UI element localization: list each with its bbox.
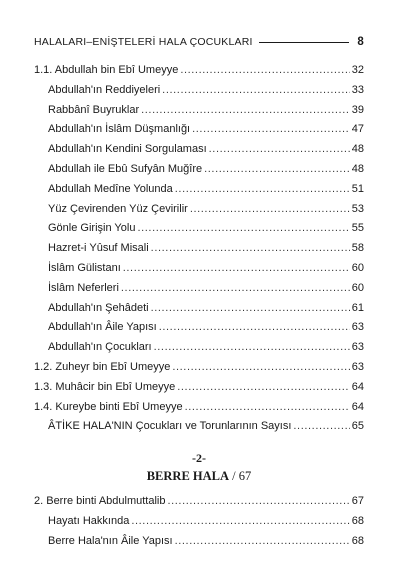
toc-entry-label: Abdullah Medîne Yolunda: [48, 182, 173, 195]
toc-entry: [34, 358, 364, 378]
toc-entry-label: Hayatı Hakkında: [48, 514, 130, 527]
toc-entry-label: Yüz Çevirenden Yüz Çevirilir: [48, 202, 188, 215]
toc-entry: [34, 378, 364, 398]
toc-entry: [34, 219, 364, 239]
toc-entry-page: 64: [351, 400, 364, 413]
toc-entry-page: 48: [351, 143, 364, 156]
dot-leader: [151, 299, 350, 319]
toc-entry-page: 68: [351, 534, 364, 547]
toc-entry-label: 1.1. Abdullah bin Ebî Umeyye: [34, 64, 179, 76]
dot-leader: [180, 61, 349, 81]
toc-entry: [34, 512, 364, 532]
running-header: [34, 34, 364, 50]
toc-entry: [34, 417, 364, 437]
dot-leader: [175, 532, 350, 552]
toc-entry: [34, 318, 364, 338]
toc-entry-page: 60: [351, 281, 364, 294]
toc-entry: [34, 279, 364, 299]
toc-entry-page: 68: [351, 514, 364, 527]
toc-entry-label: Rabbânî Buyruklar: [48, 103, 140, 116]
toc-entry-page: 63: [351, 341, 364, 354]
toc-entry: [34, 239, 364, 259]
toc-entry: [34, 398, 364, 418]
header-rule: [259, 42, 350, 43]
toc-entry: [34, 299, 364, 319]
dot-leader: [209, 140, 350, 160]
toc-entry-page: 61: [351, 301, 364, 314]
section-title: [34, 466, 364, 486]
toc-entry: [34, 81, 364, 101]
toc-entry-page: 32: [351, 64, 364, 76]
toc-entry-label: Abdullah'ın İslâm Düşmanlığı: [48, 123, 191, 136]
toc-entry-page: 39: [351, 103, 364, 116]
toc-entry-page: 64: [351, 380, 364, 393]
toc-entry-page: 53: [351, 202, 364, 215]
toc-entry-label: Berre Hala'nın Âile Yapısı: [48, 534, 173, 547]
toc-entry-page: 67: [351, 495, 364, 507]
page-number: 8: [357, 36, 364, 48]
section-entries: [34, 492, 364, 551]
toc-entry-label: Gönle Girişin Yolu: [48, 222, 136, 235]
toc-entry: [34, 160, 364, 180]
dot-leader: [167, 492, 349, 512]
toc-entry: [34, 101, 364, 121]
running-header-title: HALALARI–ENİŞTELERİ HALA ÇOCUKLARI: [34, 36, 253, 48]
section-number: -2-: [192, 451, 206, 465]
dot-leader: [185, 398, 350, 418]
toc-entry: [34, 140, 364, 160]
dot-leader: [172, 358, 349, 378]
toc-entry: [34, 200, 364, 220]
table-of-contents: [34, 61, 364, 437]
dot-leader: [192, 120, 350, 140]
toc-entry-label: Abdullah'ın Âile Yapısı: [48, 321, 157, 334]
dot-leader: [159, 318, 350, 338]
dot-leader: [141, 101, 350, 121]
dot-leader: [175, 180, 350, 200]
toc-entry-label: Abdullah'ın Kendini Sorgulaması: [48, 143, 207, 156]
toc-entry-page: 51: [351, 182, 364, 195]
dot-leader: [154, 338, 350, 358]
toc-entry: [34, 492, 364, 512]
toc-entry: [34, 61, 364, 81]
section-title-page: / 67: [232, 469, 252, 483]
toc-entry-label: İslâm Neferleri: [48, 281, 119, 294]
toc-entry-page: 65: [351, 420, 364, 433]
toc-entry: [34, 338, 364, 358]
toc-entry-label: Abdullah'ın Reddiyeleri: [48, 83, 161, 96]
toc-entry-label: İslâm Gülistanı: [48, 261, 121, 274]
dot-leader: [123, 259, 350, 279]
toc-entry-page: 33: [351, 83, 364, 96]
toc-entry: [34, 259, 364, 279]
dot-leader: [121, 279, 350, 299]
toc-entry-page: 60: [351, 261, 364, 274]
toc-entry-label: 1.4. Kureybe binti Ebî Umeyye: [34, 400, 183, 413]
toc-entry-label: Abdullah ile Ebû Sufyân Muğîre: [48, 162, 203, 175]
section-title-name: BERRE HALA: [146, 469, 230, 483]
toc-entry: [34, 120, 364, 140]
toc-entry-label: 1.2. Zuheyr bin Ebî Umeyye: [34, 360, 171, 373]
dot-leader: [151, 239, 350, 259]
toc-entry-page: 48: [351, 162, 364, 175]
toc-entry-label: Abdullah'ın Çocukları: [48, 341, 152, 354]
dot-leader: [131, 512, 349, 532]
toc-entry-label: Hazret-i Yûsuf Misali: [48, 242, 149, 255]
toc-entry-label: Abdullah'ın Şehâdeti: [48, 301, 149, 314]
dot-leader: [162, 81, 350, 101]
toc-entry-page: 58: [351, 242, 364, 255]
dot-leader: [177, 378, 350, 398]
dot-leader: [137, 219, 349, 239]
toc-entry-page: 47: [351, 123, 364, 136]
toc-entry-page: 55: [351, 222, 364, 235]
dot-leader: [204, 160, 350, 180]
section-berre-hala: [34, 450, 364, 551]
toc-entry-label: ÂTİKE HALA'NIN Çocukları ve Torunlarının Sayısı: [48, 420, 292, 433]
toc-entry-label: 1.3. Muhâcir bin Ebî Umeyye: [34, 380, 176, 393]
dot-leader: [293, 417, 349, 437]
dot-leader: [190, 200, 350, 220]
toc-entry-page: 63: [351, 360, 364, 373]
toc-entry-label: 2. Berre binti Abdulmuttalib: [34, 495, 166, 507]
toc-entry-page: 63: [351, 321, 364, 334]
toc-entry: [34, 180, 364, 200]
toc-entry: [34, 532, 364, 552]
